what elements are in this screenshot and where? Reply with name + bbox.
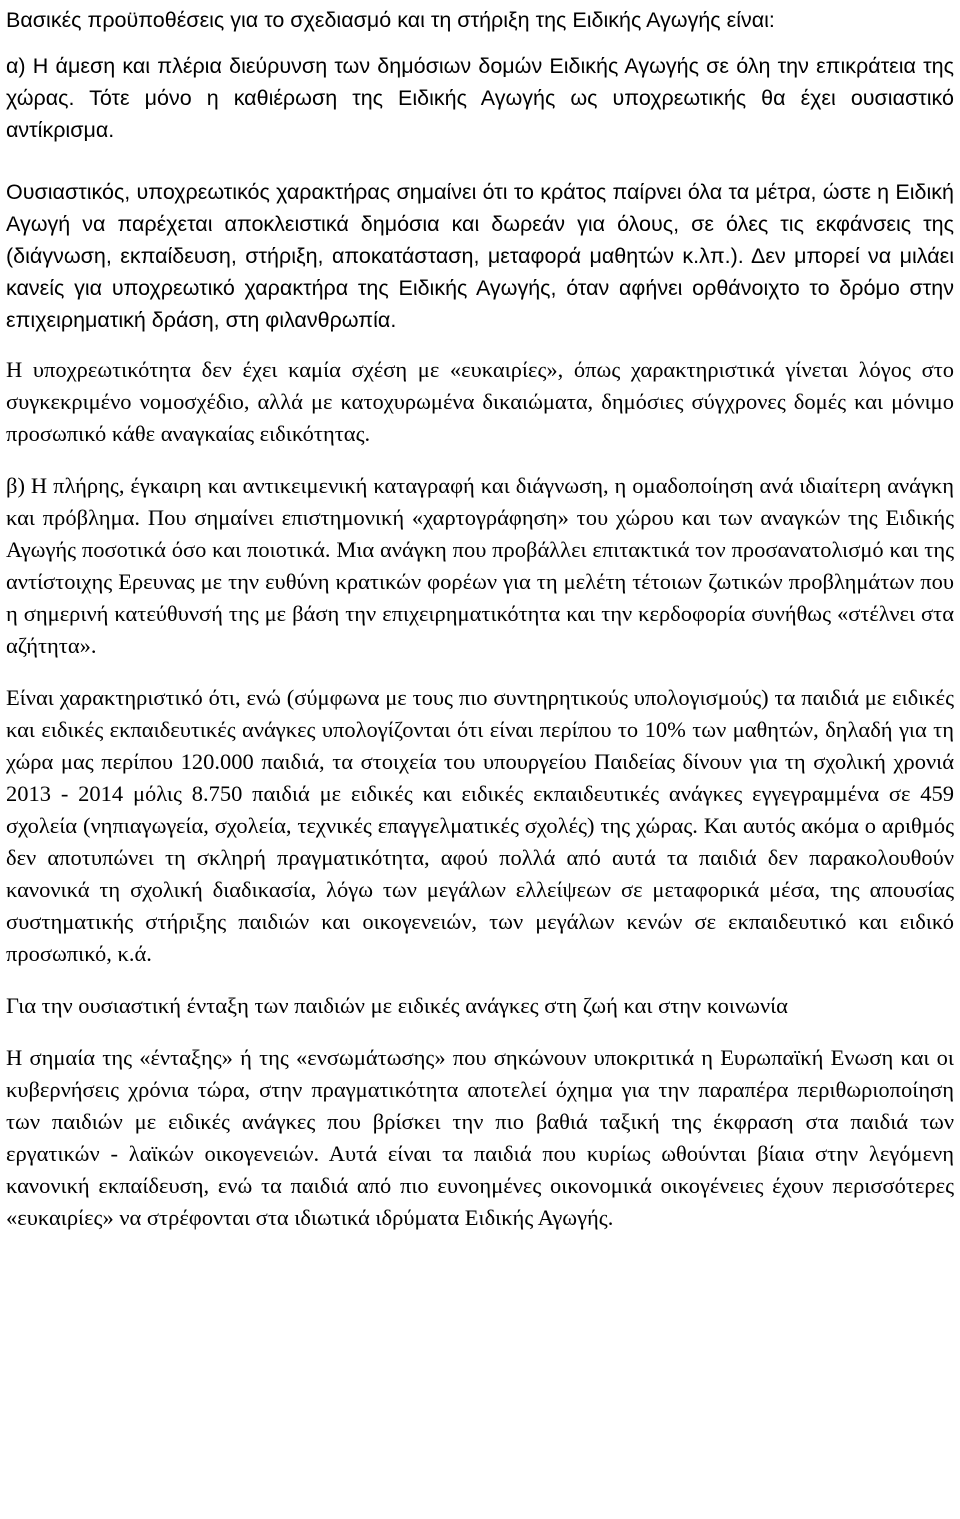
obligation-paragraph: Η υποχρεωτικότητα δεν έχει καμία σχέση με «ευκαιρίες», όπως χαρακτηριστικά γίνεται λόγος στο συγκεκριμένο νομοσχέδιο, αλλά με κατοχυρωμένα δικαιώματα, δημόσιες σύγχρονες δομές και μόνιμο προσωπικό κάθε αναγκαίας ειδικότητας. [6,357,954,446]
intro-paragraph: Βασικές προϋποθέσεις για το σχεδιασμό και τη στήριξη της Ειδικής Αγωγής είναι: [6,8,775,32]
statistics-paragraph: Είναι χαρακτηριστικό ότι, ενώ (σύμφωνα με τους πιο συντηρητικούς υπολογισμούς) τα παιδιά με ειδικές και ειδικές εκπαιδευτικές ανάγκες υπολογίζονται ότι είναι περίπου το 10% των μαθητών, δηλαδή για τη χώρα μας περίπου 120.000 παιδιά, τα στοιχεία του υπουργείου Παιδείας δίνουν για τη σχολική χρονιά 2013 - 2014 μόλις 8.750 παιδιά με ειδικές και ειδικές εκπαιδευτικές ανάγκες εγγεγραμμένα σε 459 σχολεία (νηπιαγωγεία, σχολεία, τεχνικές επαγγελματικές σχολές) της χώρας. Και αυτός ακόμα ο αριθμός δεν αποτυπώνει τη σκληρή πραγματικότητα, αφού πολλά από αυτά τα παιδιά δεν παρακολουθούν κανονικά τη σχολική διαδικασία, λόγω των μεγάλων ελλείψεων σε μεταφορικά μέσα, της απουσίας συστηματικής στήριξης παιδιών και οικογενειών, των μεγάλων κενών σε εκπαιδευτικό και ειδικό προσωπικό, κ.ά. [6,685,954,966]
obligatory-character-paragraph: Ουσιαστικός, υποχρεωτικός χαρακτήρας σημαίνει ότι το κράτος παίρνει όλα τα μέτρα, ώστε η Ειδική Αγωγή να παρέχεται αποκλειστικά δημόσια και δωρεάν για όλους, σε όλες τις εκφάνσεις της (διάγνωση, εκπαίδευση, στήριξη, αποκατάσταση, μεταφορά μαθητών κ.λπ.). Δεν μπορεί να μιλάει κανείς για υποχρεωτικό χαρακτήρα της Ειδικής Αγωγής, όταν αφήνει ορθάνοιχτο το δρόμο στην επιχειρηματική δράση, στη φιλανθρωπία. [6,180,954,332]
item-a-paragraph: α) Η άμεση και πλέρια διεύρυνση των δημόσιων δομών Ειδικής Αγωγής σε όλη την επικράτεια της χώρας. Τότε μόνο η καθιέρωση της Ειδικής Αγωγής ως υποχρεωτικής θα έχει ουσιαστικό αντίκρισμα. [6,54,954,142]
item-b-paragraph: β) Η πλήρης, έγκαιρη και αντικειμενική καταγραφή και διάγνωση, η ομαδοποίηση ανά ιδιαίτερη ανάγκη και πρόβλημα. Που σημαίνει επιστημονική «χαρτογράφηση» του χώρου και των αναγκών της Ειδικής Αγωγής ποσοτικά όσο και ποιοτικά. Μια ανάγκη που προβάλλει επιτακτικά τον προσανατολισμό και της αντίστοιχης Ερευνας με την ευθύνη κρατικών φορέων για τη μελέτη τέτοιων ζωτικών προβλημάτων που η σημερινή κατεύθυνσή της με βάση την επιχειρηματικότητα και την κερδοφορία συνήθως «στέλνει στα αζήτητα». [6,473,954,658]
integration-paragraph: Η σημαία της «ένταξης» ή της «ενσωμάτωσης» που σηκώνουν υποκριτικά η Ευρωπαϊκή Ενωση και οι κυβερνήσεις χρόνια τώρα, στην πραγματικότητα αποτελεί όχημα για την παραπέρα περιθωριοποίηση των παιδιών με ειδικές ανάγκες που βρίσκει την πιο βαθιά ταξική της έκφραση στα παιδιά των εργατικών - λαϊκών οικογενειών. Αυτά είναι τα παιδιά που κυρίως ωθούνται βίαια στην λεγόμενη κανονική εκπαίδευση, ενώ τα παιδιά από πιο ευνοημένες οικονομικά οικογένειες έχουν περισσότερες «ευκαιρίες» να στρέφονται στα ιδιωτικά ιδρύματα Ειδικής Αγωγής. [6,1045,954,1230]
document-page [6,0,954,1234]
section-heading: Για την ουσιαστική ένταξη των παιδιών με ειδικές ανάγκες στη ζωή και στην κοινωνία [6,993,788,1018]
